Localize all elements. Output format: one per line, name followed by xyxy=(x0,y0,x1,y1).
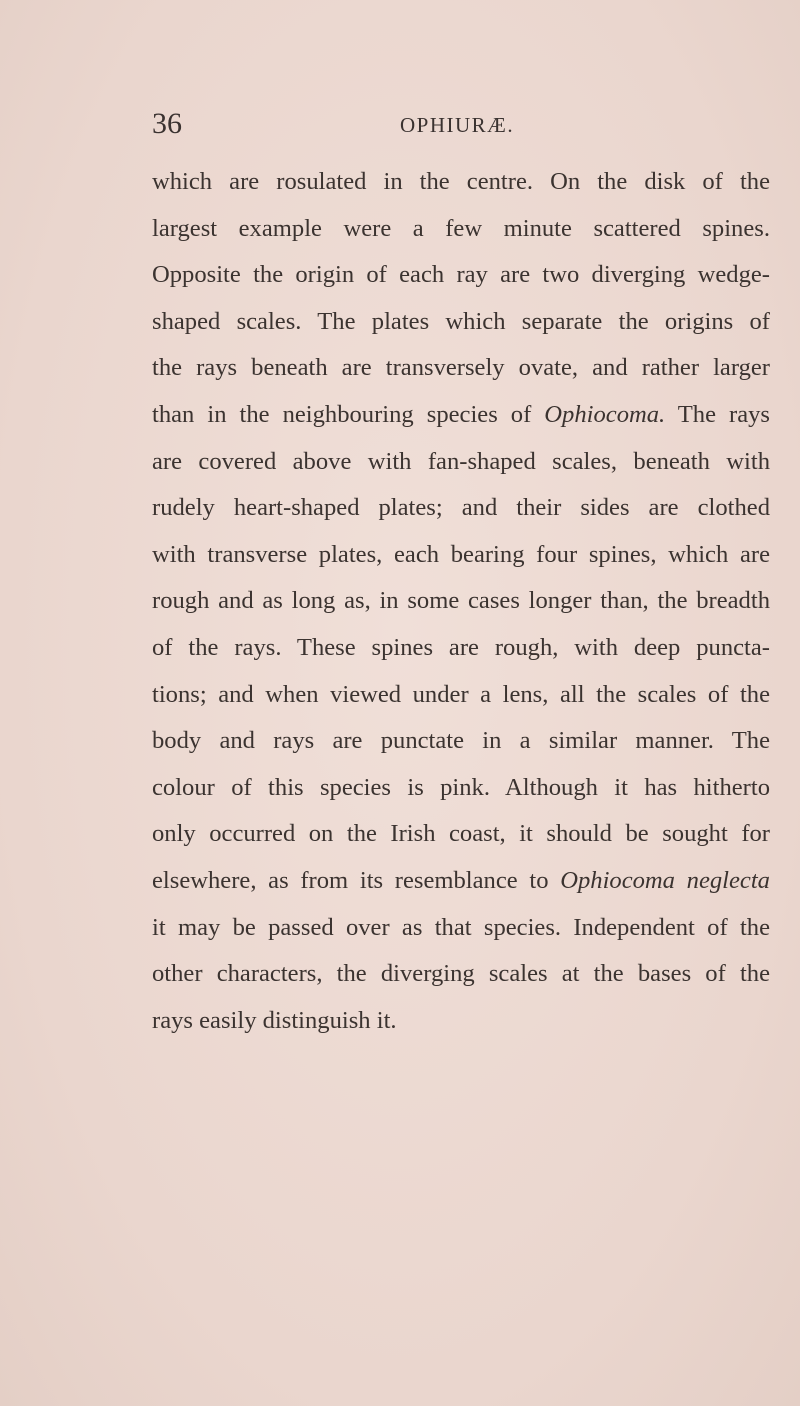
text-line: rays easily distinguish it. xyxy=(152,1006,397,1034)
text-segment: than in the neighbouring species of xyxy=(152,400,545,428)
text-line: Opposite the origin of each ray are two diverging wedge- xyxy=(152,261,770,289)
page-number: 36 xyxy=(152,107,182,140)
body-paragraph xyxy=(152,159,770,1044)
running-head xyxy=(152,104,772,144)
text-line: colour of this species is pink. Although it has hitherto xyxy=(152,773,770,801)
text-line: only occurred on the Irish coast, it should be sought for xyxy=(152,820,770,848)
text-line: shaped scales. The plates which separate the origins of xyxy=(152,307,770,335)
text-line: are covered above with fan-shaped scales, beneath with xyxy=(152,447,770,475)
text-line: with transverse plates, each bearing four spines, which are xyxy=(152,540,770,568)
text-line xyxy=(152,858,770,905)
text-line: which are rosulated in the centre. On the disk of the xyxy=(152,168,770,195)
text-segment: The rays xyxy=(665,400,770,428)
text-line: the rays beneath are transversely ovate, and rather larger xyxy=(152,354,770,382)
text-line: other characters, the diverging scales at the bases of the xyxy=(152,960,770,988)
species-name: Ophiocoma. xyxy=(544,400,666,428)
text-segment: elsewhere, as from its resemblance to xyxy=(152,866,561,894)
text-line: largest example were a few minute scattered spines. xyxy=(152,214,770,242)
text-line: rough and as long as, in some cases longer than, the breadth xyxy=(152,587,770,615)
text-line: body and rays are punctate in a similar manner. The xyxy=(152,727,770,755)
text-line xyxy=(152,392,770,439)
text-line: rudely heart-shaped plates; and their sides are clothed xyxy=(152,494,770,522)
running-title: OPHIURÆ. xyxy=(400,113,515,137)
text-line: tions; and when viewed under a lens, all the scales of the xyxy=(152,680,770,708)
text-line: it may be passed over as that species. Independent of the xyxy=(152,913,770,941)
species-name: Ophiocoma neglecta xyxy=(560,866,770,894)
text-line: of the rays. These spines are rough, with deep puncta- xyxy=(152,633,770,661)
